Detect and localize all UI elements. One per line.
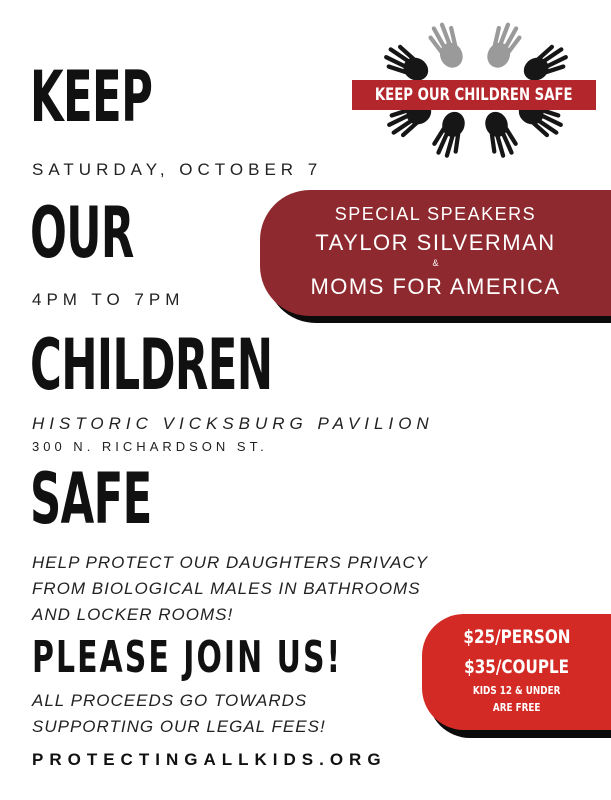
- proceeds-line-2: SUPPORTING OUR LEGAL FEES!: [32, 717, 326, 736]
- body-line-1: HELP PROTECT OUR DAUGHTERS PRIVACY: [32, 553, 429, 572]
- speaker-name-2: MOMS FOR AMERICA: [310, 274, 561, 299]
- speaker-name-1: TAYLOR SILVERMAN: [315, 230, 556, 255]
- body-message: [32, 550, 428, 628]
- event-venue: HISTORIC VICKSBURG PAVILION: [32, 414, 434, 433]
- logo-banner: KEEP OUR CHILDREN SAFE: [352, 80, 596, 110]
- speakers-title: SPECIAL SPEAKERS: [334, 204, 537, 224]
- proceeds-line-1: ALL PROCEEDS GO TOWARDS: [32, 691, 308, 710]
- body-line-3: AND LOCKER ROOMS!: [32, 605, 234, 624]
- speakers-ampersand: &: [432, 258, 439, 268]
- price-kids-1: KIDS 12 & UNDER: [472, 684, 561, 697]
- website-link[interactable]: PROTECTINGALLKIDS.ORG: [32, 750, 387, 769]
- speakers-panel: [260, 190, 611, 316]
- price-panel: [422, 614, 611, 730]
- proceeds-message: [32, 688, 326, 740]
- headline-children: CHILDREN: [30, 324, 273, 406]
- price-couple: $35/COUPLE: [464, 656, 569, 678]
- event-time: 4PM TO 7PM: [32, 290, 185, 309]
- event-date: SATURDAY, OCTOBER 7: [32, 160, 323, 179]
- price-kids-2: ARE FREE: [492, 701, 541, 714]
- join-heading: PLEASE JOIN US!: [32, 632, 343, 683]
- headline-safe: SAFE: [30, 458, 152, 540]
- price-person: $25/PERSON: [462, 626, 571, 648]
- event-address: 300 N. RICHARDSON ST.: [32, 439, 268, 454]
- body-line-2: FROM BIOLOGICAL MALES IN BATHROOMS: [32, 579, 421, 598]
- headline-our: OUR: [30, 192, 134, 274]
- headline-keep: KEEP: [30, 56, 153, 138]
